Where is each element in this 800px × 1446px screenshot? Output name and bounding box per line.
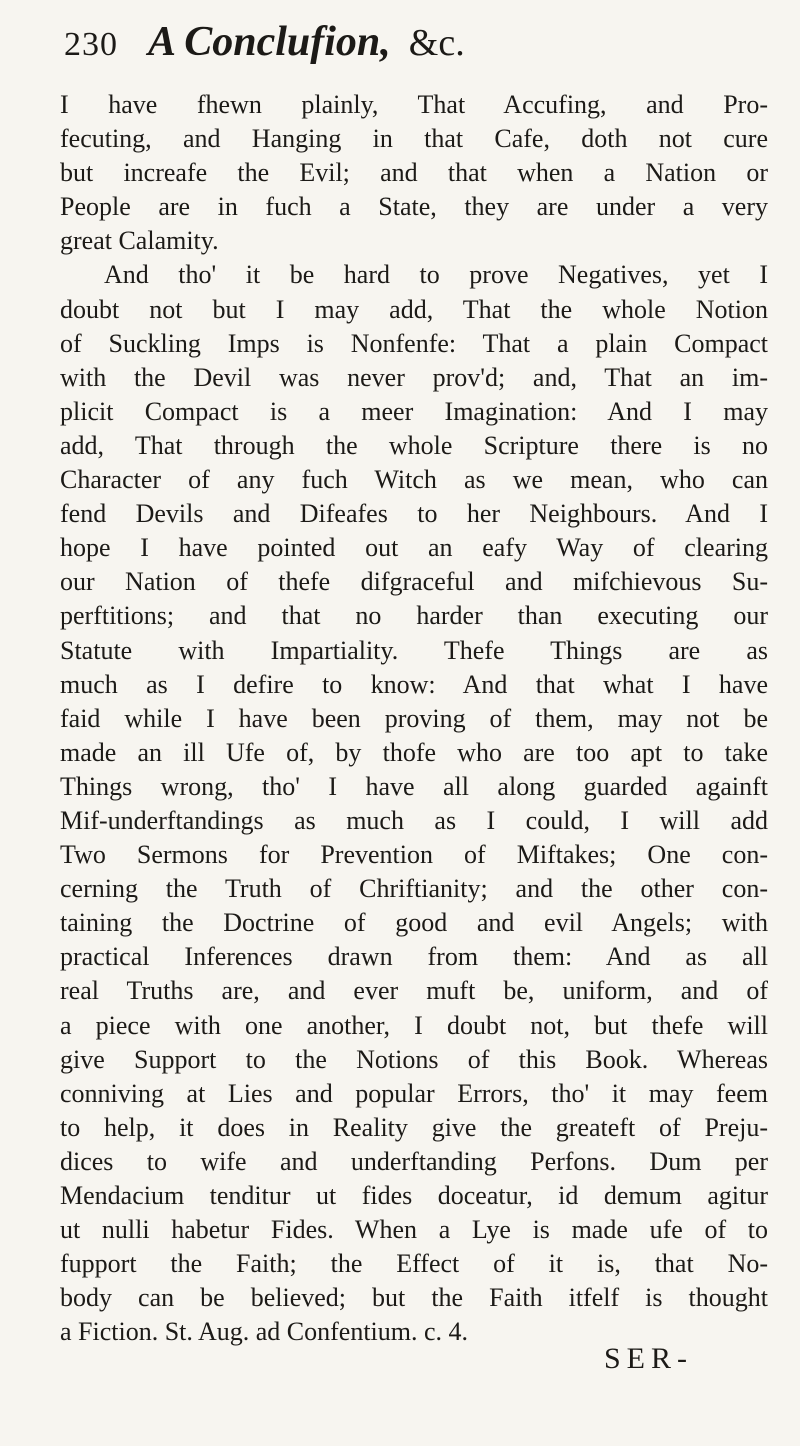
text-line: made an ill Ufe of, by thofe who are too apt to take <box>60 737 768 767</box>
text-line: Two Sermons for Prevention of Miftakes; One con- <box>60 840 768 870</box>
text-line: And tho' it be hard to prove Negatives, yet I <box>104 260 768 290</box>
text-line: great Calamity. <box>60 226 219 256</box>
text-line: Mif-underftandings as much as I could, I will add <box>60 805 768 835</box>
text-line: Mendacium tenditur ut fides doceatur, id demum agitur <box>60 1181 768 1210</box>
text-line: add, That through the whole Scripture there is no <box>60 430 768 460</box>
running-header <box>64 18 754 78</box>
text-line: practical Inferences drawn from them: And as all <box>60 942 768 972</box>
text-line: a piece with one another, I doubt not, but thefe will <box>60 1010 768 1040</box>
text-line: I have fhewn plainly, That Accufing, and Pro- <box>60 90 768 119</box>
text-line: fupport the Faith; the Effect of it is, that No- <box>60 1249 768 1279</box>
text-line: perftitions; and that no harder than executing our <box>60 601 768 631</box>
text-line: taining the Doctrine of good and evil Angels; with <box>60 908 768 938</box>
page-number: 230 <box>64 26 118 63</box>
text-line: Statute with Impartiality. Thefe Things are as <box>60 635 768 665</box>
catchword: SER- <box>604 1342 694 1375</box>
text-line: real Truths are, and ever muft be, uniform, and of <box>60 976 768 1006</box>
text-line: a Fiction. St. Aug. ad Confentium. c. 4. <box>60 1317 469 1347</box>
text-line: fend Devils and Difeafes to her Neighbours. And I <box>60 499 768 529</box>
running-title: A Conclufion, <box>148 19 391 65</box>
text-line: our Nation of thefe difgraceful and mifchievous Su- <box>60 567 768 597</box>
text-line: give Support to the Notions of this Book. Whereas <box>60 1044 768 1074</box>
text-line: faid while I have been proving of them, may not be <box>60 703 768 733</box>
text-line: cerning the Truth of Chriftianity; and the other con- <box>60 874 768 904</box>
body-text <box>60 88 768 1349</box>
text-line: of Suckling Imps is Nonfenfe: That a plain Compact <box>60 328 768 358</box>
text-line: Character of any fuch Witch as we mean, who can <box>60 465 768 495</box>
text-line: conniving at Lies and popular Errors, tho' it may feem <box>60 1078 768 1108</box>
text-line: Things wrong, tho' I have all along guarded againft <box>60 771 768 801</box>
running-title-etc: &c. <box>408 22 465 64</box>
text-line: to help, it does in Reality give the greateft of Preju- <box>60 1112 768 1142</box>
text-line: dices to wife and underftanding Perfons. Dum per <box>60 1146 768 1176</box>
text-line: fecuting, and Hanging in that Cafe, doth not cure <box>60 124 768 154</box>
text-line: body can be believed; but the Faith itfelf is thought <box>60 1283 768 1313</box>
text-line: hope I have pointed out an eafy Way of clearing <box>60 533 768 563</box>
text-line: doubt not but I may add, That the whole Notion <box>60 294 768 324</box>
text-line: but increafe the Evil; and that when a Nation or <box>60 158 768 188</box>
text-line: with the Devil was never prov'd; and, That an im- <box>60 362 768 392</box>
text-line: much as I defire to know: And that what I have <box>60 669 768 699</box>
text-line: ut nulli habetur Fides. When a Lye is made ufe of to <box>60 1215 768 1245</box>
text-line: People are in fuch a State, they are under a very <box>60 192 768 222</box>
text-line: plicit Compact is a meer Imagination: And I may <box>60 396 768 426</box>
